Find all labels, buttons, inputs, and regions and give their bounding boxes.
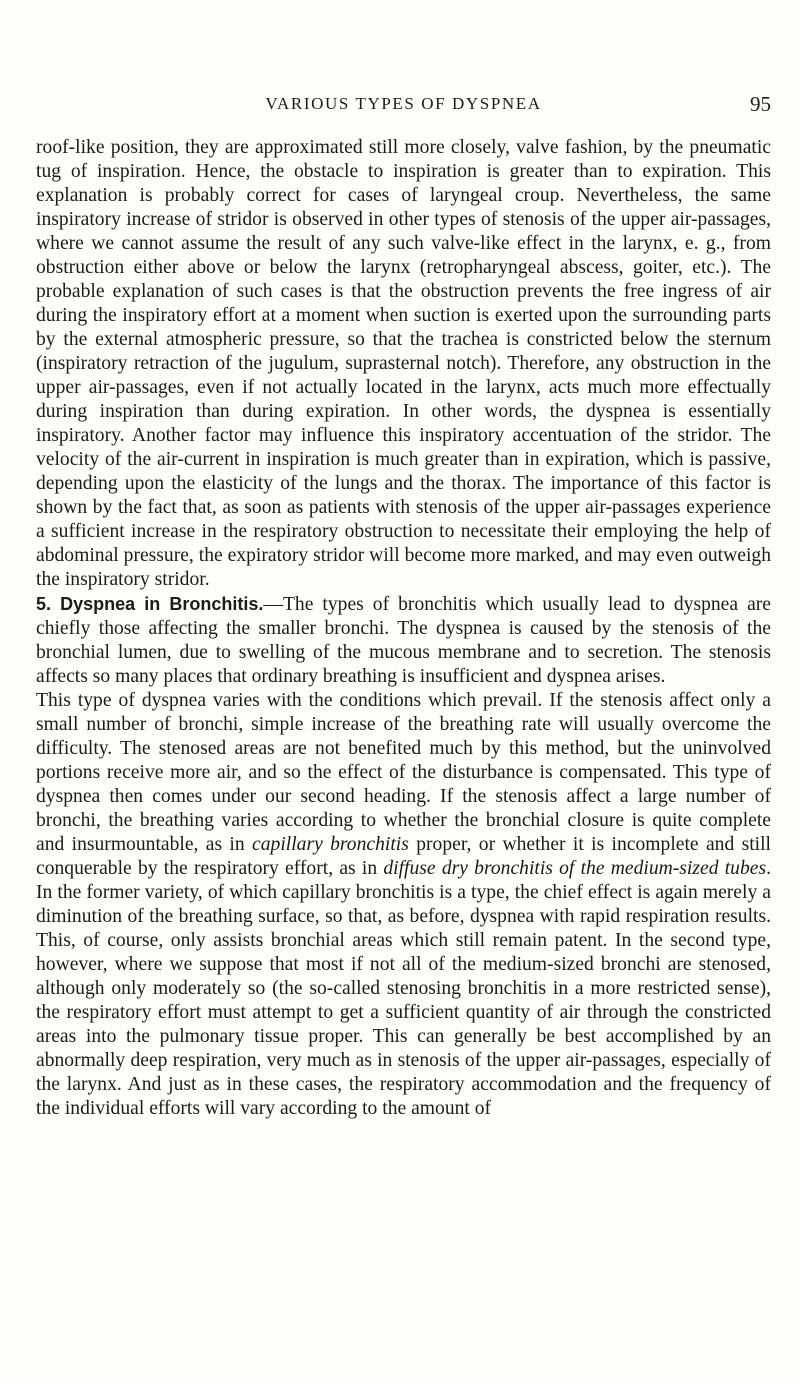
italic-term: diffuse dry bronchitis of the medium-sized tubes xyxy=(383,858,767,879)
paragraph-stridor: roof-like position, they are approximated still more closely, valve fashion, by the pneumatic tug of inspiration. Hence, the obstacle to inspiration is greater than to expiration. This explanation is probably correct for cases of laryngeal croup. Nevertheless, the same inspiratory increase of stridor is observed in other types of stenosis of the upper air-passages, where we cannot assume the result of any such valve-like effect in the larynx, e. g., from obstruction either above or below the larynx (retropharyngeal abscess, goiter, etc.). The probable explanation of such cases is that the obstruction prevents the free ingress of air during the inspiratory effort at a moment when suction is exerted upon the surrounding parts by the external atmospheric pressure, so that the trachea is constricted below the sternum (inspiratory retraction of the jugulum, suprasternal notch). Therefore, any obstruction in the upper air-passages, even if not actually located in the larynx, acts much more effectually during inspiration than during expiration. In other words, the dyspnea is essentially inspiratory. Another factor may influence this inspiratory accentuation of the stridor. The velocity of the air-current in inspiration is much greater than in expiration, which is passive, depending upon the elasticity of the lungs and the thorax. The importance of this factor is shown by the fact that, as soon as patients with stenosis of the upper air-passages experience a sufficient increase in the respiratory obstruction to necessitate their employing the help of abdominal pressure, the expiratory stridor will become more marked, and may even outweigh the inspiratory stridor. xyxy=(36,137,771,590)
italic-term: capillary bronchitis xyxy=(252,834,409,855)
body-text xyxy=(36,136,771,1121)
page-number: 95 xyxy=(750,92,771,116)
paragraph-text: This type of dyspnea varies with the conditions which prevail. If the stenosis affect only a small number of bronchi, simple increase of the breathing rate will usually overcome the difficulty. The stenosed areas are not benefited much by this method, but the uninvolved portions receive more air, and so the effect of the disturbance is compensated. This type of dyspnea then comes under our second heading. If the stenosis affect a large number of bronchi, the breathing varies according to whether the bronchial closure is quite complete and insurmountable, as in xyxy=(36,690,771,855)
running-head xyxy=(36,92,771,116)
paragraph-dyspnea-types xyxy=(36,689,771,1121)
paragraph-text: proper, or whether it is incomplete and still conquerable by the respiratory effort, as in xyxy=(36,834,771,879)
paragraph-text: —The types of bronchitis which usually lead to dyspnea are chiefly those affecting the smaller bronchi. The dyspnea is caused by the stenosis of the bronchial lumen, due to swelling of the mucous membrane and to secretion. The stenosis affects so many places that ordinary breathing is insufficient and dyspnea arises. xyxy=(36,594,771,687)
paragraph-text: . In the former variety, of which capillary bronchitis is a type, the chief effect is again merely a diminution of the breathing surface, so that, as before, dyspnea with rapid respiration results. This, of course, only assists bronchial areas which still remain patent. In the second type, however, where we suppose that most if not all of the medium-sized bronchi are stenosed, although only moderately so (the so-called stenosing bronchitis in a more restricted sense), the respiratory effort must attempt to get a sufficient quantity of air through the constricted areas into the pulmonary tissue proper. This can generally be best accomplished by an abnormally deep respiration, very much as in stenosis of the upper air-passages, especially of the larynx. And just as in these cases, the respiratory accommodation and the frequency of the individual efforts will vary according to the amount of xyxy=(36,858,771,1119)
running-title: VARIOUS TYPES OF DYSPNEA xyxy=(265,94,542,113)
section-heading: 5. Dyspnea in Bronchitis. xyxy=(36,594,264,614)
paragraph-bronchitis xyxy=(36,592,771,689)
